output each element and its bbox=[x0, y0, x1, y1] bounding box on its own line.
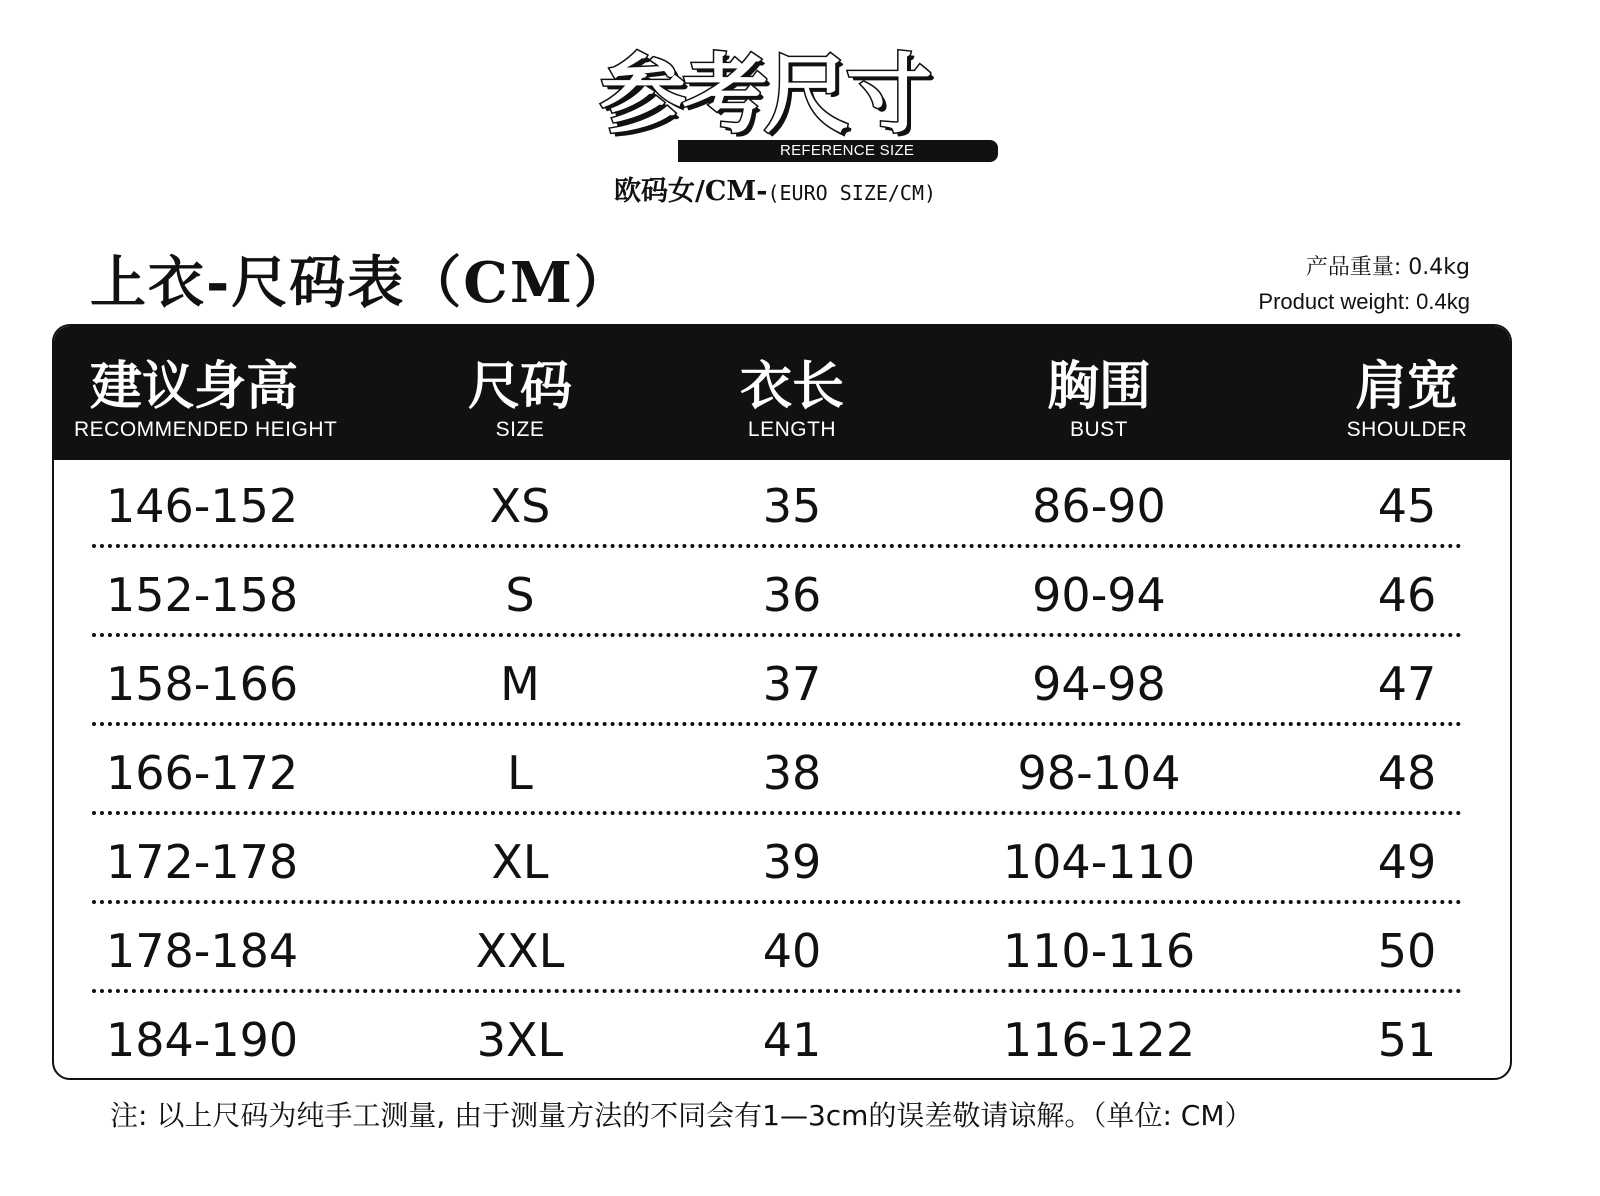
header-label-cn: 尺码 bbox=[467, 357, 572, 417]
cell-length: 38 bbox=[762, 746, 822, 800]
cell-shoulder: 49 bbox=[1377, 835, 1437, 889]
cell-length: 39 bbox=[762, 835, 822, 889]
page-title: 上衣-尺码表（CM） bbox=[90, 250, 632, 316]
cell-height: 178-184 bbox=[106, 924, 299, 978]
cell-size: S bbox=[505, 568, 535, 622]
cell-size: XXL bbox=[475, 924, 565, 978]
header-label-cn: 建议身高 bbox=[89, 357, 298, 417]
cell-length: 41 bbox=[762, 1013, 822, 1067]
table-header bbox=[54, 326, 1510, 460]
table-row bbox=[54, 460, 1510, 549]
header-label-en: BUST bbox=[1069, 418, 1128, 441]
footnote: 注: 以上尺码为纯手工测量, 由于测量方法的不同会有1—3cm的误差敬请谅解。（单位: CM） bbox=[110, 1099, 1253, 1132]
cell-size: XL bbox=[491, 835, 549, 889]
table-body bbox=[54, 460, 1510, 1080]
cell-size: L bbox=[507, 746, 533, 800]
cell-height: 172-178 bbox=[106, 835, 299, 889]
cell-length: 40 bbox=[762, 924, 822, 978]
cell-height: 184-190 bbox=[106, 1013, 299, 1067]
euro-size-en: (EURO SIZE/CM) bbox=[767, 181, 937, 205]
table-row bbox=[54, 549, 1510, 638]
header-label-cn: 衣长 bbox=[739, 357, 844, 417]
header-label-en: RECOMMENDED HEIGHT bbox=[74, 418, 338, 441]
cell-shoulder: 46 bbox=[1377, 568, 1437, 622]
cell-shoulder: 51 bbox=[1377, 1013, 1437, 1067]
euro-size-line bbox=[614, 174, 1014, 210]
cell-shoulder: 47 bbox=[1377, 657, 1437, 711]
cell-height: 146-152 bbox=[106, 479, 299, 533]
cell-bust: 116-122 bbox=[1002, 1013, 1196, 1067]
product-weight-cn: 产品重量: 0.4kg bbox=[1305, 255, 1470, 280]
cell-bust: 98-104 bbox=[1017, 746, 1181, 800]
euro-size-cn: 欧码女/CM- bbox=[614, 176, 768, 207]
cell-length: 37 bbox=[762, 657, 822, 711]
header-shoulder bbox=[1334, 356, 1480, 456]
reference-size-banner bbox=[600, 40, 1000, 170]
cell-size: 3XL bbox=[476, 1013, 564, 1067]
table-row bbox=[54, 816, 1510, 905]
header-length bbox=[722, 356, 862, 456]
header-recommended-height bbox=[74, 356, 338, 456]
cell-bust: 110-116 bbox=[1002, 924, 1196, 978]
table-row bbox=[54, 727, 1510, 816]
cell-length: 36 bbox=[762, 568, 822, 622]
table-row bbox=[54, 638, 1510, 727]
cell-bust: 104-110 bbox=[1002, 835, 1196, 889]
size-table bbox=[52, 324, 1512, 1080]
cell-shoulder: 48 bbox=[1377, 746, 1437, 800]
cell-length: 35 bbox=[762, 479, 822, 533]
cell-bust: 94-98 bbox=[1032, 657, 1166, 711]
cell-height: 158-166 bbox=[106, 657, 299, 711]
header-label-cn: 肩宽 bbox=[1354, 357, 1459, 417]
header-label-cn: 胸围 bbox=[1046, 357, 1151, 417]
header-bust bbox=[974, 356, 1224, 456]
cell-height: 166-172 bbox=[106, 746, 299, 800]
cell-shoulder: 50 bbox=[1377, 924, 1437, 978]
table-row bbox=[54, 905, 1510, 994]
cell-shoulder: 45 bbox=[1377, 479, 1437, 533]
table-row bbox=[54, 994, 1510, 1080]
header-label-en: SHOULDER bbox=[1346, 418, 1468, 441]
banner-subtitle: REFERENCE SIZE bbox=[780, 142, 915, 159]
cell-height: 152-158 bbox=[106, 568, 299, 622]
cell-size: M bbox=[500, 657, 540, 711]
product-weight-en: Product weight: 0.4kg bbox=[1258, 289, 1470, 314]
cell-size: XS bbox=[489, 479, 551, 533]
cell-bust: 90-94 bbox=[1032, 568, 1166, 622]
cell-bust: 86-90 bbox=[1032, 479, 1166, 533]
header-label-en: LENGTH bbox=[747, 418, 837, 441]
header-label-en: SIZE bbox=[495, 418, 545, 441]
banner-title: 参考尺寸 bbox=[600, 44, 928, 145]
header-size bbox=[440, 356, 600, 456]
